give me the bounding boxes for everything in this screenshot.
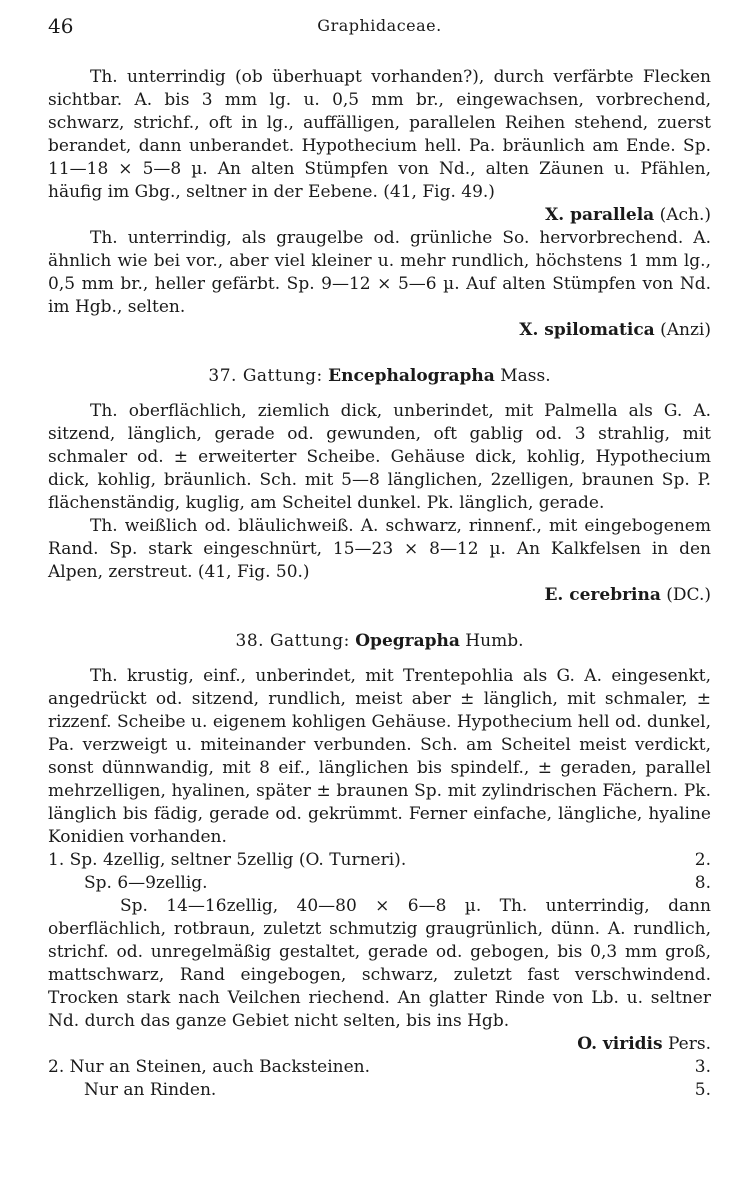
genus-heading-name: Encephalographa bbox=[328, 366, 495, 386]
encephalographa-section bbox=[48, 400, 711, 607]
opegrapha-section bbox=[48, 665, 711, 1102]
key-label: Nur an Rinden. bbox=[84, 1080, 217, 1100]
species-line bbox=[48, 319, 711, 342]
species-line bbox=[48, 584, 711, 607]
key-number: 8. bbox=[694, 873, 711, 893]
genus-heading bbox=[48, 631, 711, 651]
key-label: Sp. 6—9zellig. bbox=[84, 873, 208, 893]
paragraph: Th. oberflächlich, ziemlich dick, unberindet, mit Palmella als G. A. sitzend, länglich, gerade od. gewunden, oft gablig od. 3 strahlig, mit schmaler od. ± erweiterter Scheibe. Gehäuse dick, kohlig, Hypothecium dick, kohlig, bräunlich. Sch. mit 5—8 länglichen, 2zelligen, braunen Sp. P. flächenständig, kuglig, am Scheitel dunkel. Pk. länglich, gerade. bbox=[48, 401, 711, 513]
paragraph: Th. unterrindig, als graugelbe od. grünliche So. hervorbrechend. A. ähnlich wie bei vor., aber viel kleiner u. mehr rundlich, höchstens 1 mm lg., 0,5 mm br., heller gefärbt. Sp. 9—12 × 5—6 µ. Auf alten Stümpfen von Nd. im Hgb., selten. bbox=[48, 228, 711, 317]
key-line bbox=[48, 1079, 711, 1102]
document-page bbox=[48, 14, 711, 1102]
key-description: Sp. 14—16zellig, 40—80 × 6—8 µ. Th. unterrindig, dann oberflächlich, rotbraun, zuletzt schmutzig graugrünlich, dünn. A. rundlich, strichf. od. unregelmäßig gestaltet, gerade od. gebogen, bis 0,3 mm groß, mattschwarz, Rand eingebogen, schwarz, zuletzt fast verschwindend. Trocken stark nach Veilchen riechend. An glatter Rinde von Lb. u. seltner Nd. durch das ganze Gebiet nicht selten, bis ins Hgb. bbox=[48, 896, 711, 1031]
page-header bbox=[48, 14, 711, 48]
running-head: Graphidaceae. bbox=[317, 16, 442, 35]
genus-heading-author: Mass. bbox=[500, 366, 551, 386]
paragraph: Th. weißlich od. bläulichweiß. A. schwarz, rinnenf., mit eingebogenem Rand. Sp. stark eingeschnürt, 15—23 × 8—12 µ. An Kalkfelsen in den Alpen, zerstreut. (41, Fig. 50.) bbox=[48, 516, 711, 582]
key-number: 2. bbox=[694, 850, 711, 870]
species-line bbox=[48, 204, 711, 227]
species-name: O. viridis bbox=[577, 1034, 663, 1054]
key-label: 1. Sp. 4zellig, seltner 5zellig (O. Turneri). bbox=[48, 850, 407, 870]
genus-heading-name: Opegrapha bbox=[355, 631, 460, 651]
paragraph: Th. krustig, einf., unberindet, mit Trentepohlia als G. A. eingesenkt, angedrückt od. sitzend, rundlich, meist aber ± länglich, mit schmaler, ± rizzenf. Scheibe u. eigenem kohligen Gehäuse. Hypothecium hell od. dunkel, Pa. verzweigt u. miteinander verbunden. Sch. am Scheitel meist verdickt, sonst dünnwandig, mit 8 eif., länglichen bis spindelf., ± geraden, parallel mehrzelligen, hyalinen, später ± braunen Sp. mit zylindrischen Fächern. Pk. länglich bis fädig, gerade od. gekrümmt. Ferner einfache, längliche, hyaline Konidien vorhanden. bbox=[48, 666, 711, 847]
genus-heading-prefix: 37. Gattung: bbox=[208, 366, 323, 386]
species-author: (Anzi) bbox=[660, 320, 711, 340]
species-name: X. parallela bbox=[545, 205, 655, 225]
species-name: E. cerebrina bbox=[544, 585, 661, 605]
paragraph: Th. unterrindig (ob überhuapt vorhanden?), durch verfärbte Flecken sichtbar. A. bis 3 mm lg. u. 0,5 mm br., eingewachsen, vorbrechend, schwarz, strichf., oft in lg., auffälligen, parallelen Reihen stehend, zuerst berandet, dann unberandet. Hypothecium hell. Pa. bräunlich am Ende. Sp. 11—18 × 5—8 µ. An alten Stümpfen von Nd., alten Zäunen u. Pfählen, häufig im Gbg., seltner in der Eebene. (41, Fig. 49.) bbox=[48, 67, 711, 202]
page-number: 46 bbox=[48, 14, 74, 38]
key-number: 3. bbox=[694, 1057, 711, 1077]
key-line bbox=[48, 872, 711, 895]
species-author: Pers. bbox=[668, 1034, 711, 1054]
species-author: (Ach.) bbox=[659, 205, 711, 225]
key-label: 2. Nur an Steinen, auch Backsteinen. bbox=[48, 1057, 371, 1077]
key-line bbox=[48, 1056, 711, 1079]
genus-heading bbox=[48, 366, 711, 386]
xylographa-section bbox=[48, 66, 711, 342]
key-number: 5. bbox=[694, 1080, 711, 1100]
species-name: X. spilomatica bbox=[519, 320, 655, 340]
species-line bbox=[48, 1033, 711, 1056]
genus-heading-author: Humb. bbox=[465, 631, 524, 651]
species-author: (DC.) bbox=[666, 585, 711, 605]
key-line bbox=[48, 849, 711, 872]
genus-heading-prefix: 38. Gattung: bbox=[235, 631, 350, 651]
